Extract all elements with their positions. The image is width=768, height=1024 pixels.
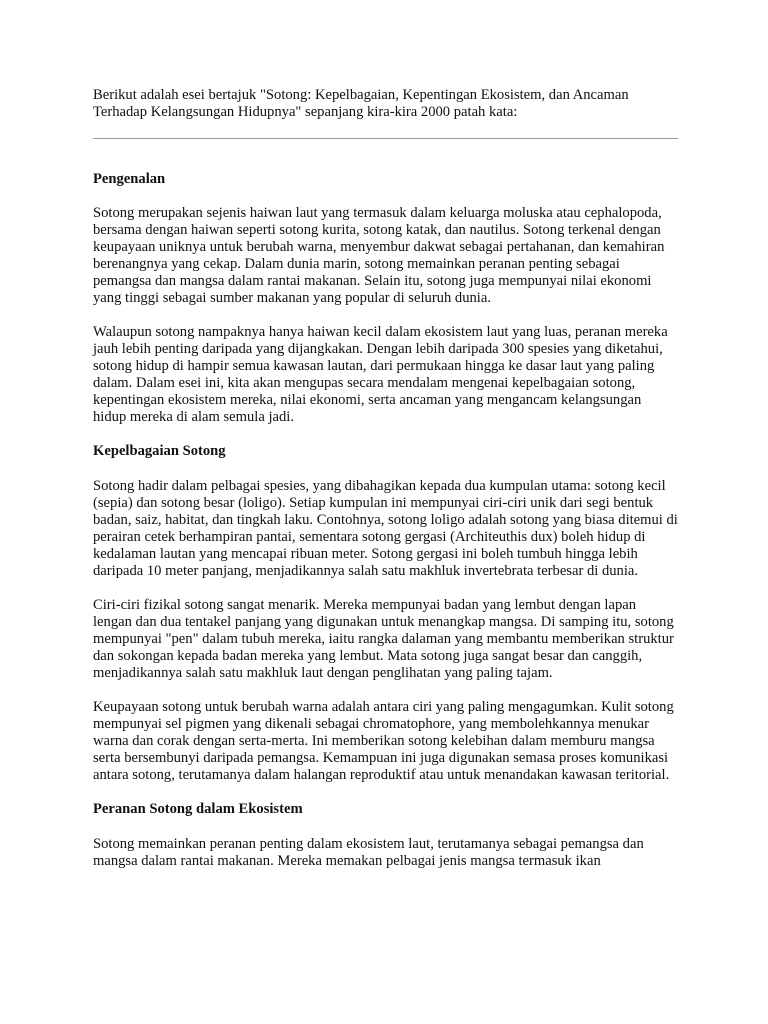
document-page <box>93 87 678 870</box>
paragraph: Sotong merupakan sejenis haiwan laut yang termasuk dalam keluarga moluska atau cephalopoda, bersama dengan haiwan seperti sotong kurita, sotong katak, dan nautilus. Sotong terkenal dengan keupayaan uniknya untuk berubah warna, menyembur dakwat sebagai pertahanan, dan kemahiran berenangnya yang cekap. Dalam dunia marin, sotong memainkan peranan penting sebagai pemangsa dan mangsa dalam rantai makanan. Selain itu, sotong juga mempunyai nilai ekonomi yang tinggi sebagai sumber makanan yang popular di seluruh dunia. <box>93 205 665 306</box>
section-heading-kepelbagaian: Kepelbagaian Sotong <box>93 443 226 459</box>
horizontal-divider <box>93 138 678 139</box>
paragraph: Sotong hadir dalam pelbagai spesies, yang dibahagikan kepada dua kumpulan utama: sotong kecil (sepia) dan sotong besar (loligo). Setiap kumpulan ini mempunyai ciri-ciri unik dari segi bentuk badan, saiz, habitat, dan tingkah laku. Contohnya, sotong loligo adalah sotong yang biasa ditemui di perairan cetek berhampiran pantai, sementara sotong gergasi (Architeuthis dux) boleh hidup di kedalaman lautan yang mencapai ribuan meter. Sotong gergasi ini boleh tumbuh hingga lebih daripada 10 meter panjang, menjadikannya salah satu makhluk invertebrata terbesar di dunia. <box>93 478 678 579</box>
section-heading-pengenalan: Pengenalan <box>93 171 166 187</box>
section-heading-peranan: Peranan Sotong dalam Ekosistem <box>93 801 303 817</box>
paragraph: Sotong memainkan peranan penting dalam ekosistem laut, terutamanya sebagai pemangsa dan mangsa dalam rantai makanan. Mereka memakan pelbagai jenis mangsa termasuk ikan <box>93 836 644 869</box>
intro-paragraph: Berikut adalah esei bertajuk "Sotong: Kepelbagaian, Kepentingan Ekosistem, dan Ancaman Terhadap Kelangsungan Hidupnya" sepanjang kira-kira 2000 patah kata: <box>93 87 629 120</box>
paragraph: Ciri-ciri fizikal sotong sangat menarik. Mereka mempunyai badan yang lembut dengan lapan lengan dan dua tentakel panjang yang digunakan untuk menangkap mangsa. Di samping itu, sotong mempunyai "pen" dalam tubuh mereka, iaitu rangka dalaman yang membantu memberikan struktur dan sokongan kepada badan mereka yang lembut. Mata sotong juga sangat besar dan canggih, menjadikannya salah satu makhluk laut dengan penglihatan yang paling tajam. <box>93 597 674 681</box>
paragraph: Keupayaan sotong untuk berubah warna adalah antara ciri yang paling mengagumkan. Kulit sotong mempunyai sel pigmen yang dikenali sebagai chromatophore, yang membolehkannya menukar warna dan corak dengan serta-merta. Ini memberikan sotong kelebihan dalam memburu mangsa serta bersembunyi daripada pemangsa. Kemampuan ini juga digunakan semasa proses komunikasi antara sotong, terutamanya dalam halangan reproduktif atau untuk menandakan kawasan teritorial. <box>93 699 674 783</box>
paragraph: Walaupun sotong nampaknya hanya haiwan kecil dalam ekosistem laut yang luas, peranan mereka jauh lebih penting daripada yang dijangkakan. Dengan lebih daripada 300 spesies yang diketahui, sotong hidup di hampir semua kawasan lautan, dari permukaan hingga ke dasar laut yang paling dalam. Dalam esei ini, kita akan mengupas secara mendalam mengenai kepelbagaian sotong, kepentingan ekosistem mereka, nilai ekonomi, serta ancaman yang mengancam kelangsungan hidup mereka di alam semula jadi. <box>93 324 668 425</box>
